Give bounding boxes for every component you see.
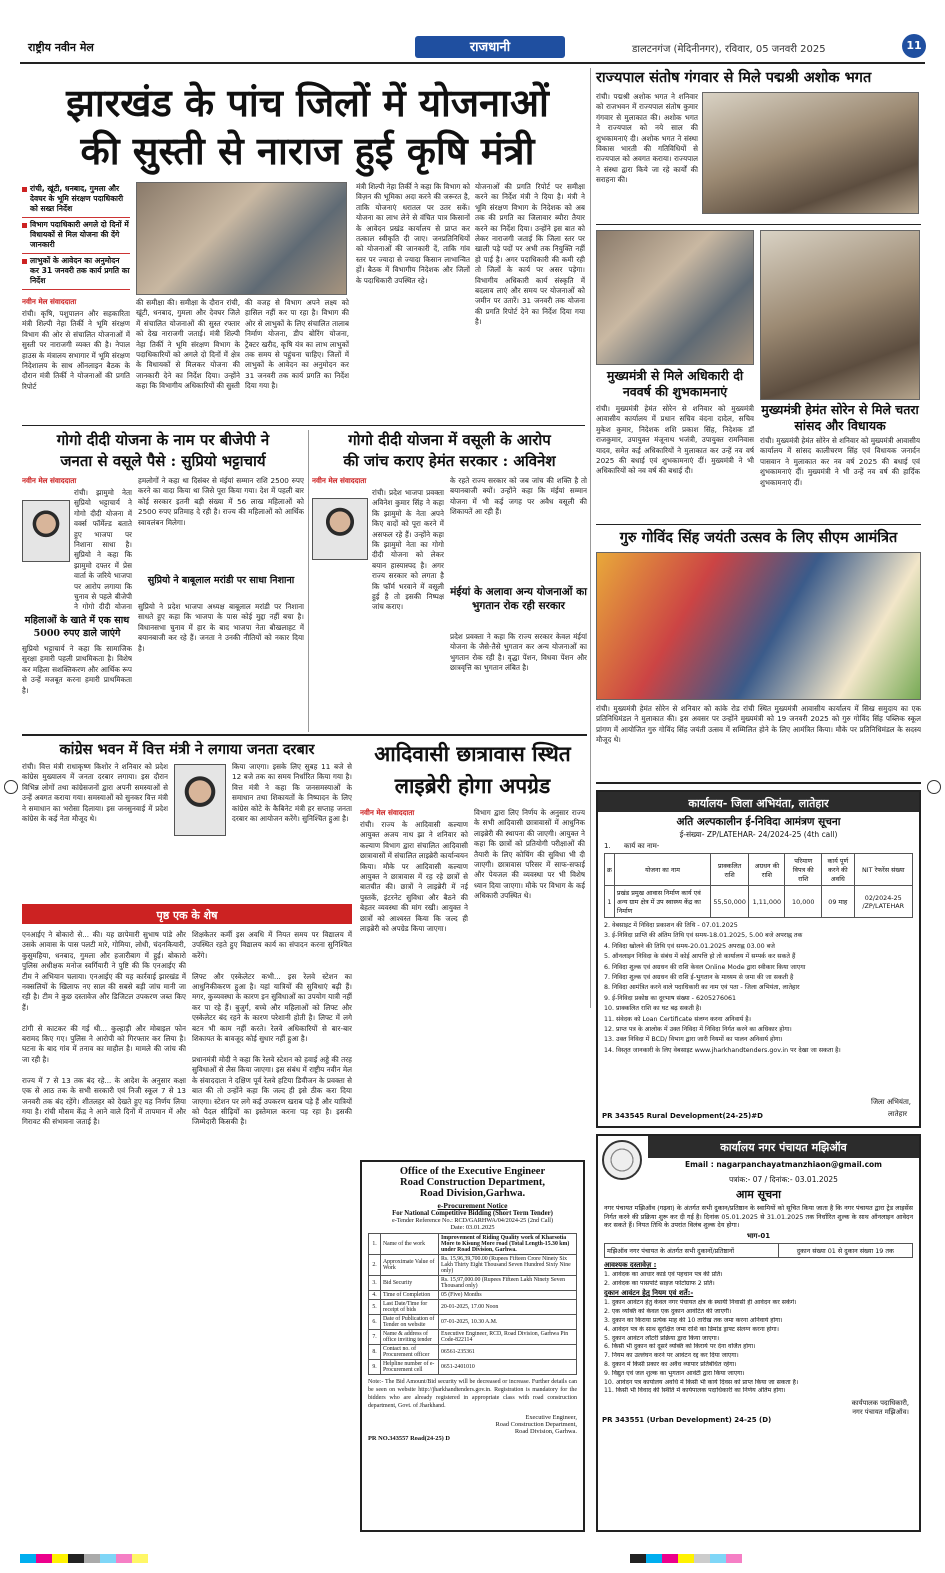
divider [596, 782, 921, 784]
divider [22, 734, 587, 736]
divider [596, 524, 921, 525]
hostel-headline-1: आदिवासी छात्रावास स्थित [374, 741, 571, 766]
garhwa-table-cell: 06561-235361 [439, 1345, 577, 1360]
latehar-line: 14. विस्तृत जानकारी के लिए वेबसाइट www.jharkhandtenders.gov.in पर देखा जा सकता है। [604, 1046, 841, 1054]
governor-body: रांची। पद्मश्री अशोक भगत ने शनिवार को राजभवन में राज्यपाल संतोष कुमार गंगवार से मुलाकात की। अशोक भगत ने राज्यपाल को नये साल की शुभकामनाएं दी। अशोक भगत ने संस्था विकास भारती की गतिविधियों से राज्यपाल को अवगत कराया। राज्यपाल ने संस्था द्वारा किये जा रहे कार्यों की सराहना की। [596, 92, 698, 185]
cm-mp-body: रांची। मुख्यमंत्री हेमंत सोरेन से शनिवार को मुख्यमंत्री आवासीय कार्यालय में सांसद कालीचरण सिंह एवं विधायक जनार्दन पासवान ने मुलाकात कर नव वर्ष 2025 की बधाई एवं शुभकामनाएं दीं। मुख्यमंत्री ने भी उन्हें नव वर्ष की हार्दिक शुभकामनाएं दीं। [760, 436, 920, 487]
garhwa-table-cell: Bid Security [381, 1276, 439, 1291]
garhwa-table-row [369, 1300, 577, 1315]
latehar-table-header: परिमाण विपत्र की राशि [785, 854, 822, 886]
manjhiaon-docs [598, 1271, 919, 1289]
manjhiaon-rules [598, 1299, 919, 1396]
shesh-banner-label: पृष्ठ एक के शेष [156, 909, 218, 922]
manjhiaon-sign-1: कार्यपालक पदाधिकारी, [851, 1399, 909, 1408]
garhwa-ref: e-Tender Reference No.: RCD/GARHWA/04/2024-25 (2nd Call) [391, 1217, 554, 1224]
lead-byline: नवीन मेल संवाददाता [22, 297, 77, 306]
latehar-table-cell: 02/2024-25 /ZP/LATEHAR [854, 886, 913, 918]
registration-mark-right [927, 780, 941, 794]
avinesh-byline: नवीन मेल संवाददाता [312, 476, 367, 485]
notice-rule-item: 3. दुकान का किराया प्रत्येक माह की 10 तारीख तक जमा करना अनिवार्य होगा। [604, 1316, 783, 1324]
supriyo-body-2: सुप्रियो भट्टाचार्य ने कहा कि सामाजिक सुरक्षा हमारी पहली प्राथमिकता है। विशेष कर महिला सशक्तिकरण और आर्थिक रूप से उन्हें मजबूत करना हमारी प्राथमिकता है। [22, 644, 132, 695]
garhwa-table-row [369, 1276, 577, 1291]
garhwa-table-cell: Executive Engineer, RCD, Road Division, Garhwa Pin Code-822114 [439, 1330, 577, 1345]
registration-mark-left [4, 780, 18, 794]
manjhiaon-office: कार्यालय नगर पंचायत मझिऑव [720, 1141, 847, 1154]
shesh-col-2: शिक्षकेतर कर्मी इस अवधि में नियत समय पर विद्यालय में उपस्थित रहते हुए विद्यालय कार्य का संपादन करना सुनिश्चित करेंगे। लिफ्ट और एस्केलेटर कभी... इस रेलवे स्टेशन का आधुनिकीकरण हुआ है। यहां यात्रियों की सुविधाएं बढ़ी हैं। मगर, कुव्यवस्था के कारण इन सुविधाओं का उपयोग यात्री नहीं कर पा रहे हैं। बुजुर्ग, बच्चे और महिलाओं को लिफ्ट और एस्केलेटर बंद रहने के कारण परेशानी होती है। लिफ्ट में लगे बटन भी काम नहीं करते। रेलवे अधिकारियों से बार-बार शिकायत के बावजूद कोई सुधार नहीं हुआ है। प्रधानमंत्री मोदी ने कहा कि रेलवे स्टेशन को हवाई अड्डे की तरह सुविधाओं से लैस किया जाएगा। इस संबंध में राष्ट्रीय नवीन मेल के संवाददाता ने दक्षिण पूर्व रेलवे हटिया डिवीजन के प्रवक्ता से बात की तो उन्होंने कहा कि जल्द ही इसे ठीक करा दिया जाएगा। स्टेशन पर लगे कई उपकरण खराब पड़े हैं और यात्रियों को पैदल सीढ़ियों का इस्तेमाल करना पड़ रहा है। इसकी जिम्मेदारी किसकी है। [192, 930, 352, 1127]
garhwa-sign-2: Road Construction Department, [495, 1421, 577, 1428]
garhwa-subtitle-2: For National Competitive Bidding (Short Term Tender) [392, 1210, 553, 1217]
page-number [902, 34, 926, 58]
governor-photo [702, 92, 919, 214]
manjhiaon-docs-head: आवश्यक दस्तावेज़ : [604, 1260, 657, 1269]
lead-body-1: रांची। कृषि, पशुपालन और सहकारिता मंत्री शिल्पी नेहा तिर्की ने भूमि संरक्षण विभाग की ओर से संचालित योजनाओं में सुस्ती पर नाराजगी व्यक्त की है। नेपाल हाउस के मंत्रालय सभागार में भूमि संरक्षण निदेशालय के साथ ऑनलाइन बैठक के दौरान मंत्री तिर्की ने योजनाओं की प्रगति रिपोर्ट [22, 309, 130, 391]
avinesh-headline-2: की जांच कराए हेमंत सरकार : अविनेश [343, 452, 556, 470]
notice-rule-item: 10. आवेदन पत्र कार्यालय अवधि में किसी भी कार्य दिवस को प्राप्त किया जा सकता है। [604, 1378, 799, 1386]
garhwa-table-cell: Time of Completion [381, 1291, 439, 1300]
shesh-col-1: एनआईए ने बोकारो से... की। यह छापेमारी सुभाष पांडे और उसके आवास के पास पलटी मारे, गोमिया, लोधी, चंदनकियारी, कुसुमहिया, धनबाद, गुमला और हजारीबाग में हुई। बोकारो पुलिस अधीक्षक मनोज स्वर्गियारी ने पुष्टि की कि एनआईए की टीम ने अभियान चलाया। एनआईए की यह कार्रवाई झारखंड में नक्सलियों के खिलाफ नए साल की सबसे बड़ी जांच मानी जा रही है। टीम ने कुछ दस्तावेज और डिजिटल उपकरण जब्त किए हैं। टांगी से काटकर की गई थी... कुल्हाड़ी और मोबाइल फोन बरामद किए गए। पुलिस ने आरोपी को गिरफ्तार कर लिया है। घटना के बाद गांव में तनाव का माहौल है। मामले की जांच की जा रही है। राज्य में 7 से 13 तक बंद रहे... के आदेश के अनुसार कक्षा एक से आठ तक के सभी सरकारी एवं निजी स्कूल 7 से 13 जनवरी तक बंद रहेंगे। शीतलहर को देखते हुए यह निर्णय लिया गया है। रांची मौसम केंद्र ने आने वाले दिनों में तापमान में और गिरावट की संभावना जताई है। [22, 930, 186, 1127]
avinesh-body: रांची। प्रदेश भाजपा प्रवक्ता अविनेश कुमार सिंह ने कहा कि झामुमो के नेता अपने किए वादों को पूरा करने में असफल रहे हैं। उन्होंने कहा कि झामुमो नेता का गोगो दीदी योजना को लेकर बयान हास्यास्पद है। अगर राज्य सरकार को लगता है कि फॉर्म भरवाने में वसूली हुई है तो इसकी निष्पक्ष जांच कराए। [372, 488, 444, 612]
notice-rule-item: 5. दुकान आवंटन लॉटरी प्रक्रिया द्वारा किया जाएगा। [604, 1334, 720, 1342]
latehar-table [604, 853, 913, 918]
manjhiaon-pr: PR 343551 (Urban Development) 24-25 (D) [602, 1416, 772, 1425]
latehar-line: 2. वेबसाइट में निविदा प्रकाशन की तिथि - 07.01.2025 [604, 922, 738, 929]
latehar-table-cell: 1,11,000 [749, 886, 785, 918]
finance-minister-portrait [174, 764, 226, 836]
manjhiaon-table-cell: मझिऑव नगर पंचायत के अंतर्गत सभी दुकानों/प्रतिष्ठानों [605, 1243, 779, 1257]
manjhiaon-seal [602, 1140, 642, 1180]
garhwa-table-cell: 05 (Five) Months [439, 1291, 577, 1300]
garhwa-table-row [369, 1291, 577, 1300]
garhwa-table-row [369, 1360, 577, 1375]
supriyo-headline-2: जनता से वसूले पैसे : सुप्रियो भट्टाचार्य [60, 452, 266, 470]
latehar-table-cell: 55,50,000 [710, 886, 748, 918]
latehar-table-header: कार्य पूर्ण करने की अवधि [822, 854, 854, 886]
notice-rule-item: 2. आवेदक का पासपोर्ट साइज फोटोग्राफ 2 प्रति। [604, 1279, 715, 1287]
lead-bullet: लाभुकों के आवेदन का अनुमोदन कर 31 जनवरी तक कार्य प्रगति का निर्देश [22, 254, 130, 290]
garhwa-table-cell: 2. [369, 1255, 381, 1276]
latehar-table-cell: 1 [605, 886, 615, 918]
garhwa-tender [360, 1160, 585, 1532]
garhwa-note: Note:- The Bid Amount/Bid security will be decreased or increase. Further details can be seen on website http://jharkhandtenders.gov.in. Registration is mandatory for the bidders who are already registered in appropriate class with road construction department, Govt. of Jharkhand. [368, 1379, 577, 1409]
garhwa-table-cell: Approximate Value of Work [381, 1255, 439, 1276]
garhwa-title-2: Road Construction Department, [400, 1177, 545, 1188]
garhwa-table [368, 1233, 577, 1375]
garhwa-pr: PR NO.343557 Road(24-25) D [368, 1435, 451, 1442]
garhwa-table-cell: Name & address of office inviting tender [381, 1330, 439, 1345]
garhwa-table-cell: 8. [369, 1345, 381, 1360]
divider [308, 430, 309, 732]
latehar-table-cell: 10,000 [785, 886, 822, 918]
garhwa-table-cell: Name of the work [381, 1234, 439, 1255]
manjhiaon-notice [596, 1134, 921, 1532]
garhwa-table-cell: 20-01-2025, 17.00 Noon [439, 1300, 577, 1315]
latehar-lines [598, 918, 919, 1056]
manjhiaon-table [604, 1243, 913, 1258]
governor-headline: राज्यपाल संतोष गंगवार से मिले पद्मश्री अशोक भगत [596, 69, 872, 86]
garhwa-table-cell: Contact no. of Procurement officer [381, 1345, 439, 1360]
supriyo-headline-1: गोगो दीदी योजना के नाम पर बीजेपी ने [56, 431, 270, 449]
dateline: डालटनगंज (मेदिनीनगर), रविवार, 05 जनवरी 2025 [632, 44, 826, 55]
manjhiaon-body: नगर पंचायत मझिऑव (गढ़वा) के अंतर्गत सभी दुकान/प्रतिष्ठान के स्वामियों को सूचित किया जाता है कि नगर पंचायत द्वारा ट्रेड लाइसेंस निर्गत करने की प्रक्रिया शुरू कर दी गई है। दिनांक 05.01.2025 से 31.01.2025 तक निर्धारित शुल्क के साथ ऑनलाइन आवेदन कर सकते हैं। नियत तिथि के उपरांत विलंब शुल्क देय होगा। [604, 1204, 913, 1230]
latehar-line: 12. प्राप्त पत्र के आलोक में उक्त निविदा में निविदा निर्गत करने का अधिकार होगा। [604, 1026, 792, 1034]
garhwa-table-cell: 07-01-2025, 10.30 A.M. [439, 1315, 577, 1330]
avinesh-body-2: के रहते राज्य सरकार को जब जांच की शक्ति है तो बयानबाजी क्यों। उन्होंने कहा कि मंईयां सम्मान योजना में भी कई जगह पर अवैध वसूली की शिकायतें आ रही हैं। [450, 476, 587, 517]
latehar-line: 11. संवेदक को Loan Certificate संलग्न करना अनिवार्य है। [604, 1015, 752, 1023]
cm-officers-body: रांची। मुख्यमंत्री हेमंत सोरेन से शनिवार को मुख्यमंत्री आवासीय कार्यालय में प्रधान सचिव वंदना दादेल, सचिव मुकेश कुमार, निदेशक शशि प्रकाश सिंह, निदेशक डॉ राजकुमार, उपायुक्त मंजूनाथ भजंत्री, उपायुक्त रामनिवास यादव, समेत कई अधिकारियों ने मुलाकात कर उन्हें नव वर्ष 2025 की बधाई एवं शुभकामनाएं दीं। मुख्यमंत्री ने भी अधिकारियों को नव वर्ष की बधाई दी। [596, 404, 754, 476]
garhwa-table-row [369, 1330, 577, 1345]
latehar-table-head: 1. कार्य का नाम- [604, 842, 660, 850]
supriyo-subhead-1: महिलाओं के खाते में एक साथ 5000 रुपए डाले जाएंगे [24, 615, 130, 639]
supriyo-body-3: हमलोगों ने कहा था दिसंबर से मंईयां सम्मान राशि 2500 रुपए करने का वादा किया था जिसे पूरा किया गया। देश में पहली बार कोई सरकार इतनी बड़ी संख्या में 56 लाख महिलाओं को 2500 रुपए प्रतिमाह दे रही है। राज्य की महिलाओं को आर्थिक स्वावलंबन मिलेगा। [138, 476, 304, 527]
garhwa-table-cell: Improvement of Riding Quality work of Kharsotia More to Kisung More road (Total Length-15.30 km) under Road Division, Garhwa. [439, 1234, 577, 1255]
lead-bullet: विभाग पदाधिकारी अगले दो दिनों में विधायकों से मिल योजना की देंगे जानकारी [22, 218, 130, 254]
color-bar [630, 1548, 830, 1558]
supriyo-byline: नवीन मेल संवाददाता [22, 476, 77, 485]
latehar-line: 9. ई-निविदा प्रकोष्ठ का दूरभाष संख्या - 6205276061 [604, 994, 737, 1002]
divider [590, 68, 591, 1008]
notice-rule-item: 6. किसी भी दुकान को दूसरे व्यक्ति को किराये पर देना वर्जित होगा। [604, 1343, 756, 1351]
avinesh-subhead: मंईयां के अलावा अन्य योजनाओं का भुगतान रोक रही सरकार [450, 586, 587, 612]
cm-officers-headline: मुख्यमंत्री से मिले अधिकारी दी नववर्ष की शुभकामनाएं [606, 368, 744, 399]
congress-body: रांची। वित्त मंत्री राधाकृष्ण किशोर ने शनिवार को प्रदेश कांग्रेस मुख्यालय में जनता दरबार लगाया। इस दौरान विभिन्न लोगों तथा कांग्रेसजनों द्वारा अपनी समस्याओं से उन्हें अवगत कराया गया। समस्याओं को सुनकर वित्त मंत्री ने समाधान का भरोसा दिलाया। इस जनसुनवाई में प्रदेश कांग्रेस के कई नेता मौजूद थे। [22, 762, 168, 824]
latehar-tender [596, 790, 921, 1128]
latehar-footer-right-1: जिला अभियंता, [871, 1098, 911, 1106]
manjhiaon-header [648, 1136, 919, 1158]
latehar-table-header: क्र [605, 854, 615, 886]
garhwa-table-cell: Rs. 15,97,000.00 (Rupees Fifteen Lakh Ninety Seven Thousand only) [439, 1276, 577, 1291]
lead-body-3: की वजह से विभाग अपने लक्ष्य को हासिल नहीं कर पा रहा है। विभाग की ओर से लाभुकों के लिए संचालित तालाब निर्माण योजना, डीप बोरिंग योजना, ट्रैक्टर खरीद, कृषि यंत्र का लाभ लाभुकों तक समय से पहुंचना चाहिए। जिलों में लाभुकों के आवेदन का अनुमोदन कर 31 जनवरी तक कार्य प्रगति का निर्देश दिया गया है। [245, 298, 349, 391]
latehar-line: 3. ई-निविदा प्राप्ति की अंतिम तिथि एवं समय-18.01.2025, 5.00 बजे अपराह्न तक [604, 932, 803, 940]
latehar-line: 13. उक्त निविदा में BCD/ विभाग द्वारा जारी नियमों का पालन अनिवार्य होगा। [604, 1036, 783, 1044]
garhwa-table-row [369, 1315, 577, 1330]
garhwa-table-cell: Helpline number of e-Procurement cell [381, 1360, 439, 1375]
congress-body-2: किया जाएगा। इसके लिए सुबह 11 बजे से 12 बजे तक का समय निर्धारित किया गया है। वित्त मंत्री ने कहा कि जनसमस्याओं के समाधान तथा शिकायतों के निष्पादन के लिए कांग्रेस कोटे के कैबिनेट मंत्री हर सप्ताह जनता दरबार का आयोजन करेंगे। सुनिश्चित हुआ है। [232, 762, 352, 824]
garhwa-table-row [369, 1345, 577, 1360]
hostel-headline-2: लाइब्रेरी होगा अपग्रेड [394, 773, 551, 798]
garhwa-date: Date: 03.01.2025 [450, 1224, 495, 1231]
paper-name: राष्ट्रीय नवीन मेल [28, 41, 94, 54]
avinesh-body-3: प्रदेश प्रवक्ता ने कहा कि राज्य सरकार केवल मंईयां योजना के जैसे-तैसे भुगतान कर अन्य योजनाओं का भुगतान रोक रही है। वृद्धा पेंशन, विधवा पेंशन और छात्रवृत्ति का भुगतान लंबित है। [450, 632, 587, 673]
latehar-table-header: प्राक्कलित राशि [710, 854, 748, 886]
latehar-title: अति अल्पकालीन ई-निविदा आमंत्रण सूचना [676, 816, 841, 828]
cm-mp-photo [760, 230, 920, 400]
hostel-byline: नवीन मेल संवाददाता [360, 808, 415, 817]
latehar-table-header: NIT रेफरेंस संख्या [854, 854, 913, 886]
manjhiaon-part: भाग-01 [746, 1231, 771, 1240]
avinesh-headline-1: गोगो दीदी योजना में वसूली के आरोप [348, 431, 551, 449]
section-tab [415, 36, 565, 58]
divider [596, 224, 921, 225]
supriyo-body: रांची। झामुमो नेता सुप्रियो भट्टाचार्य ने गोगो दीदी योजना में वर्क्स फॉर्मेल्ड बताते हुए भाजपा पर निशाना साधा है। सुप्रियो ने कहा कि झामुमो दफ्तर में प्रेस वार्ता के जरिये भाजपा पर आरोप लगाया कि चुनाव से पहले बीजेपी ने गोगो दीदी योजना [74, 488, 132, 612]
latehar-footer-left: PR 343545 Rural Development(24-25)#D [602, 1112, 763, 1120]
lead-bullet: रांची, खूंटी, धनबाद, गुमला और देवघर के भूमि संरक्षण पदाधिकारी को सख्त निर्देश [22, 182, 130, 218]
masthead [20, 34, 925, 60]
notice-rule-item: 7. नियम का उल्लंघन करने पर आवंटन रद्द कर दिया जाएगा। [604, 1352, 739, 1360]
garhwa-table-cell: Rs. 15,96,39,700.00 (Rupees Fifteen Crore Ninety Six Lakh Thirty Eight Thousand Seven Hundred Sixty Nine only) [439, 1255, 577, 1276]
divider [22, 425, 585, 426]
page-number-label: 11 [906, 39, 922, 52]
notice-rule-item: 1. दुकान आवंटन हेतु केवल नगर पंचायत क्षेत्र के स्थायी निवासी ही आवेदन कर सकेंगे। [604, 1299, 797, 1307]
lead-headline-2: की सुस्ती से नाराज हुई कृषि मंत्री [80, 128, 535, 173]
latehar-footer-right-2: लातेहार [888, 1110, 907, 1118]
latehar-line: 5. ऑनलाइन निविदा के संबंध में कोई आपत्ति हो तो कार्यालय में सम्पर्क कर सकते हैं [604, 953, 796, 961]
manjhiaon-table-cell: दुकान संख्या 01 से दुकान संख्या 19 तक [778, 1243, 912, 1257]
latehar-ref: ई-संख्या- ZP/LATEHAR- 24/2024-25 (4th call) [679, 830, 838, 839]
section-label: राजधानी [469, 40, 511, 55]
garhwa-table-cell: 0651-2401010 [439, 1360, 577, 1375]
congress-headline: कांग्रेस भवन में वित्त मंत्री ने लगाया जनता दरबार [59, 741, 315, 758]
notice-rule-item: 11. किसी भी विवाद की स्थिति में कार्यपालक पदाधिकारी का निर्णय अंतिम होगा। [604, 1387, 786, 1395]
lead-photo [136, 182, 347, 295]
manjhiaon-patrank: पत्रांक:- 07 / दिनांक:- 03.01.2025 [729, 1175, 838, 1184]
notice-rule-item: 2. एक व्यक्ति को केवल एक दुकान आवंटित की जाएगी। [604, 1308, 732, 1316]
supriyo-subhead-2: सुप्रियो ने बाबूलाल मरांडी पर साधा निशाना [147, 575, 295, 586]
gurpurab-headline: गुरु गोविंद सिंह जयंती उत्सव के लिए सीएम आमंत्रित [619, 529, 898, 546]
masthead-rule [20, 62, 925, 64]
notice-rule-item: 9. विद्युत एवं जल शुल्क का भुगतान आवंटी द्वारा किया जाएगा। [604, 1369, 745, 1377]
lead-body-4: मंत्री शिल्पी नेहा तिर्की ने कहा कि विभाग को विज़न की भूमिका अदा करने की जरूरत है, ताकि योजनाएं धरातल पर उतर सकें। योजना का लाभ लेने से वंचित पात्र किसानों के आवेदन प्रखंड कार्यालय से प्राप्त कर तत्काल स्वीकृति दी जाए। जनप्रतिनिधियों को योजनाओं की जानकारी दें, ताकि गांव स्तर पर ज्यादा से ज्यादा किसान लाभान्वित हों। बैठक में विभागीय निदेशक और जिलों के पदाधिकारी उपस्थित रहे। [356, 182, 470, 285]
lead-bullets [22, 182, 130, 290]
cm-officers-photo [596, 230, 754, 365]
hostel-body: रांची। राज्य के आदिवासी कल्याण आयुक्त अजय नाथ झा ने शनिवार को कल्याण विभाग द्वारा संचालित आदिवासी छात्रावासों में संचालित लाइब्रेरी कार्यान्वयन किया। मौके पर आदिवासी कल्याण आयुक्त ने छात्रावास में रह रहे छात्रों से बातचीत की। छात्रों ने लाइब्रेरी में नई पुस्तकें, इंटरनेट सुविधा और बैठने की बेहतर व्यवस्था की मांग रखी। आयुक्त ने छात्रों को आश्वस्त किया कि जल्द ही लाइब्रेरी को अपग्रेड किया जाएगा। [360, 820, 468, 934]
garhwa-table-cell: 4. [369, 1291, 381, 1300]
latehar-table-header: योजना का नाम [614, 854, 710, 886]
lead-body-5: योजनाओं की प्रगति रिपोर्ट पर समीक्षा करने का निर्देश मंत्री ने दिया है। मंत्री ने भूमि संरक्षण विभाग के निदेशक को अब तक की प्रगति का जिलावार ब्यौरा तैयार करने का निर्देश दिया। उन्होंने इस बात को लेकर नाराजगी जताई कि जिला स्तर पर खाली पड़े पदों पर अभी तक नियुक्ति नहीं हो पाई है। अगर पदाधिकारी की कमी रही तो जिलों के कार्य पर असर पड़ेगा। विभागीय अधिकारी कार्य संस्कृति में बदलाव लाएं और समय पर योजनाओं को जमीन पर उतारें। 31 जनवरी तक योजना की प्रगति रिपोर्ट देने का निर्देश दिया गया है। [475, 182, 585, 327]
supriyo-body-4: सुप्रियो ने प्रदेश भाजपा अध्यक्ष बाबूलाल मरांडी पर निशाना साधते हुए कहा कि भाजपा के पास कोई मुद्दा नहीं बचा है। विधानसभा चुनाव में हार के बाद भाजपा नेता बौखलाहट में बयानबाजी कर रहे हैं। जनता ने उनकी नीतियों को नकार दिया है। [138, 602, 304, 653]
latehar-table-cell: प्रखंड प्रमुख आवास निर्माण कार्य एवं अन्य ग्राम क्षेत्र में उप स्वास्थ्य केंद्र का निर्माण [614, 886, 710, 918]
garhwa-title-1: Office of the Executive Engineer [399, 1166, 546, 1177]
manjhiaon-sign-2: नगर पंचायत मझिऑव। [852, 1408, 909, 1417]
gurpurab-photo [596, 552, 921, 700]
garhwa-table-cell: 7. [369, 1330, 381, 1345]
hostel-body-2: विभाग द्वारा लिए निर्णय के अनुसार राज्य के सभी आदिवासी छात्रावासों में आधुनिक लाइब्रेरी की स्थापना की जाएगी। आयुक्त ने कहा कि छात्रों को प्रतियोगी परीक्षाओं की तैयारी के लिए कोचिंग की सुविधा भी दी जाएगी। छात्रावास परिसर में साफ-सफाई और पेयजल की व्यवस्था पर भी विशेष ध्यान दिया जाएगा। मौके पर विभाग के कई अधिकारी उपस्थित थे। [474, 808, 585, 901]
notice-rule-item: 1. आवेदक का आधार कार्ड एवं पहचान पत्र की प्रति। [604, 1270, 723, 1278]
garhwa-table-cell: 6. [369, 1315, 381, 1330]
shesh-banner [22, 904, 352, 924]
notice-rule-item: 4. आवेदन पत्र के साथ सुरक्षित जमा राशि का डिमांड ड्राफ्ट संलग्न करना होगा। [604, 1325, 779, 1333]
latehar-table-header: अग्रधन की राशि [749, 854, 785, 886]
garhwa-table-cell: 3. [369, 1276, 381, 1291]
latehar-line: 8. निविदा आमंत्रित करने वाले पदाधिकारी का नाम एवं पता - जिला अभियंता, लातेहार [604, 984, 800, 992]
cm-mp-headline: मुख्यमंत्री हेमंत सोरेन से मिले चतरा सांसद और विधायक [761, 402, 919, 433]
manjhiaon-email: Email : nagarpanchayatmanzhiaon@gmail.com [684, 1160, 882, 1169]
garhwa-table-cell: 1. [369, 1234, 381, 1255]
latehar-office [598, 792, 919, 812]
garhwa-table-row [369, 1234, 577, 1255]
lead-headline-1: झारखंड के पांच जिलों में योजनाओं [66, 80, 549, 125]
garhwa-title-3: Road Division,Garhwa. [419, 1188, 526, 1199]
garhwa-table-cell: 5. [369, 1300, 381, 1315]
latehar-table-cell: 09 माह [822, 886, 854, 918]
gurpurab-body: रांची। मुख्यमंत्री हेमंत सोरेन से शनिवार को कांके रोड रांची स्थित मुख्यमंत्री आवासीय कार्यालय में सिख समुदाय का एक प्रतिनिधिमंडल ने मुलाकात की। इस अवसर पर उन्होंने मुख्यमंत्री को 19 जनवरी 2025 को गुरु गोविंद सिंह पब्लिक स्कूल प्रांगण में आयोजित गुरु गोविंद सिंह जयंती उत्सव में सम्मिलित होने के लिए आमंत्रित किया। मौके पर प्रतिनिधिमंडल के सदस्य मौजूद थे। [596, 704, 921, 745]
garhwa-sign-3: Road Division, Garhwa. [514, 1428, 577, 1435]
latehar-office-label: कार्यालय- जिला अभियंता, लातेहार [688, 797, 829, 810]
latehar-line: 7. निविदा शुल्क एवं अग्रधन की राशि ई-भुगतान के माध्यम से जमा की जा सकती है [604, 974, 794, 982]
latehar-line: 10. प्राक्कलित राशि का घट बढ़ सकती है। [604, 1005, 702, 1013]
garhwa-table-cell: Last Date/Time for receipt of bids [381, 1300, 439, 1315]
garhwa-table-cell: Date of Publication of Tender on website [381, 1315, 439, 1330]
garhwa-sign-1: Executive Engineer, [525, 1414, 577, 1421]
notice-rule-item: 8. दुकान में किसी प्रकार का अवैध व्यापार प्रतिबंधित रहेगा। [604, 1360, 737, 1368]
latehar-line: 6. निविदा शुल्क एवं अग्रधन की राशि केवल Online Mode द्वारा स्वीकार किया जाएगा [604, 963, 806, 971]
garhwa-table-row [369, 1255, 577, 1276]
lead-body-2: की समीक्षा की। समीक्षा के दौरान रांची, खूंटी, धनबाद, गुमला और देवघर जिले में संचालित योजनाओं की सुस्त रफ्तार को देख नाराजगी जताई। मंत्री शिल्पी नेहा तिर्की ने भूमि संरक्षण विभाग के पदाधिकारियों को अगले दो दिनों में क्षेत्र के विधायकों से मिलकर योजना की जानकारी देने का निर्देश दिया। उन्होंने कहा कि विभागीय अधिकारियों की सुस्ती [136, 298, 240, 391]
garhwa-subtitle: e-Procurement Notice [437, 1201, 508, 1210]
manjhiaon-rules-head: दुकान आवंटन हेतु नियम एवं शर्ते:- [604, 1289, 694, 1298]
latehar-line: 4. निविदा खोलने की तिथि एवं समय-20.01.2025 अपराह्न 03.00 बजे [604, 942, 775, 950]
manjhiaon-title: आम सूचना [735, 1188, 782, 1201]
garhwa-table-cell: 9. [369, 1360, 381, 1375]
